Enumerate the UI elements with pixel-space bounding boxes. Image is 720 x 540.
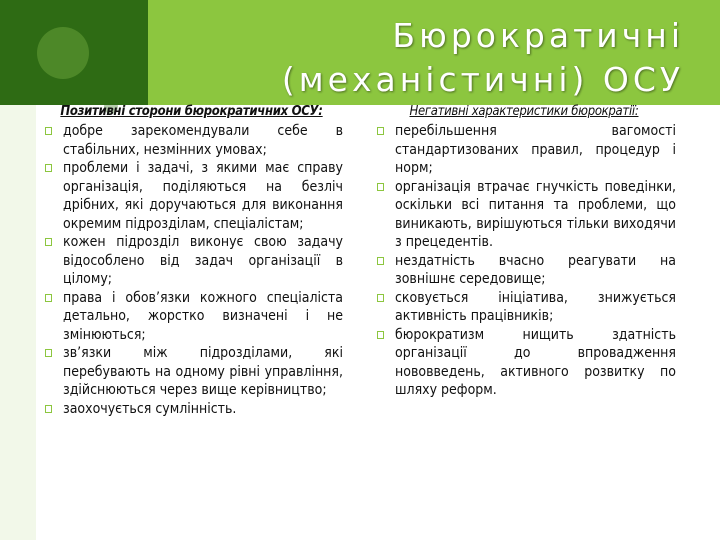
square-bullet-icon xyxy=(45,127,52,135)
square-bullet-icon xyxy=(45,405,52,413)
list-item: заохочується сумлінність. xyxy=(40,400,343,419)
list-item: права і обов’язки кожного спеціаліста детально, жорстко визначені і не змінюються; xyxy=(40,289,343,345)
list-item: перебільшення вагомості стандартизованих правил, процедур і норм; xyxy=(372,122,676,178)
list-item: проблеми і задачі, з якими має справу організація, поділяються на безліч дрібних, які доручаються для виконання окремим підрозділам, спеціалістам; xyxy=(40,159,343,233)
list-item: організація втрачає гнучкість поведінки, оскільки всі питання та проблеми, що виникають, вирішуються тільки виходячи з прецедентів. xyxy=(372,178,676,252)
negative-list xyxy=(372,122,676,400)
square-bullet-icon xyxy=(377,183,384,191)
positive-heading: Позитивні сторони бюрократичних ОСУ: xyxy=(60,104,323,119)
positive-column xyxy=(40,104,343,418)
square-bullet-icon xyxy=(45,349,52,357)
square-bullet-icon xyxy=(377,294,384,302)
square-bullet-icon xyxy=(45,294,52,302)
square-bullet-icon xyxy=(45,164,52,172)
side-strip xyxy=(0,105,36,540)
decorative-circle-large xyxy=(37,27,89,79)
square-bullet-icon xyxy=(377,127,384,135)
list-item: зв’язки між підрозділами, які перебувають на одному рівні управління, здійснюються через вище керівництво; xyxy=(40,344,343,400)
square-bullet-icon xyxy=(45,238,52,246)
list-item: бюрократизм нищить здатність організації до впровадження нововведень, активного розвитку по шляху реформ. xyxy=(372,326,676,400)
square-bullet-icon xyxy=(377,257,384,265)
list-item: кожен підрозділ виконує свою задачу відособлено від задач організації в цілому; xyxy=(40,233,343,289)
negative-column xyxy=(372,104,676,400)
list-item: сковується ініціатива, знижується активність працівників; xyxy=(372,289,676,326)
positive-list xyxy=(40,122,343,418)
list-item: нездатність вчасно реагувати на зовнішнє середовище; xyxy=(372,252,676,289)
square-bullet-icon xyxy=(377,331,384,339)
slide-title: Бюрократичні (механістичні) ОСУ xyxy=(281,16,684,99)
negative-heading: Негативні характеристики бюрократії: xyxy=(409,104,639,119)
list-item: добре зарекомендували себе в стабільних, незмінних умовах; xyxy=(40,122,343,159)
